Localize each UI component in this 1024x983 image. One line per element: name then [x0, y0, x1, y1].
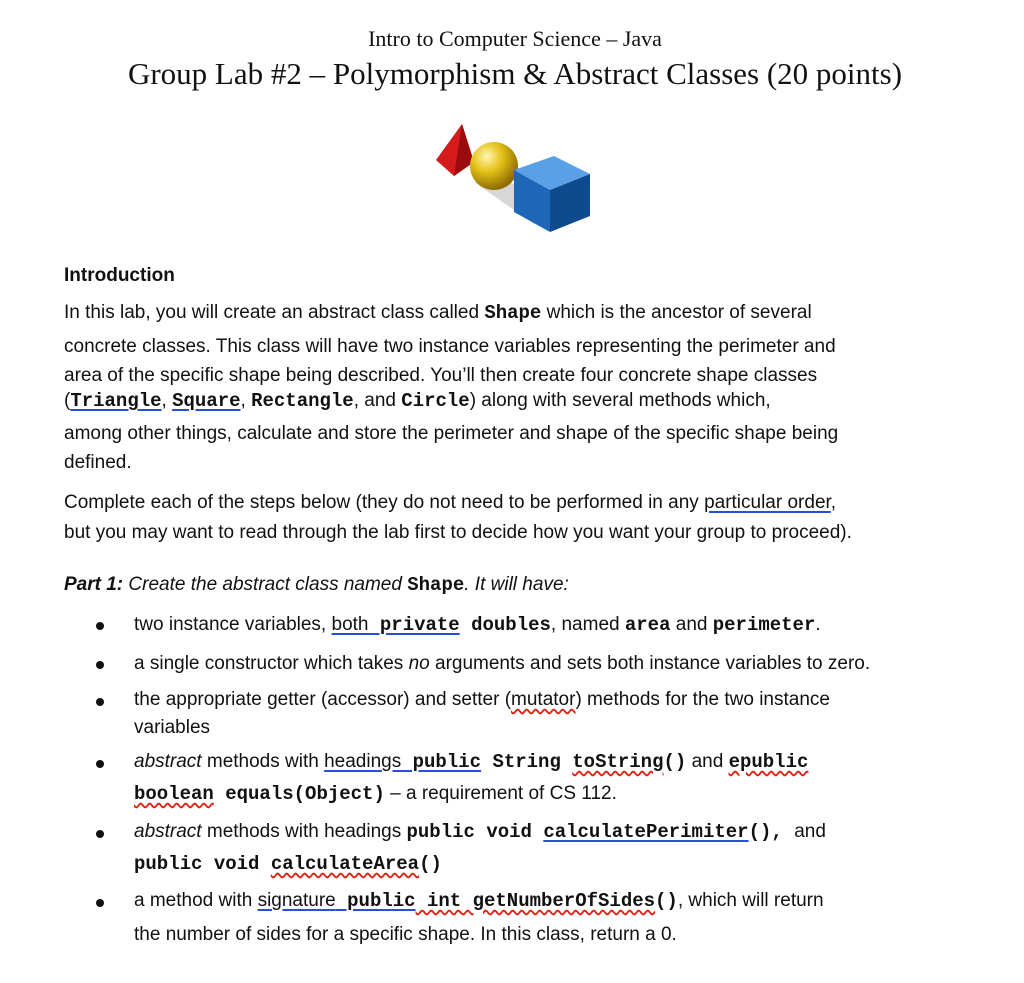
bullet-dot [96, 622, 104, 630]
intro-line-3: area of the specific shape being described. You’ll then create four concrete shape classes [64, 365, 818, 386]
bullet-dot [96, 830, 104, 838]
sphere-shape [470, 142, 518, 190]
part1-heading: Part 1: Create the abstract class named Shape. It will have: [64, 574, 569, 596]
intro-para2-line-2: but you may want to read through the lab first to decide how you want your group to proceed). [64, 522, 852, 543]
shapes-illustration [434, 120, 594, 236]
bullet-5-line-2: public void calculateArea() [134, 853, 442, 875]
bullet-dot [96, 760, 104, 768]
intro-line-5: among other things, calculate and store the perimeter and shape of the specific shape being [64, 423, 839, 444]
intro-para2-line-1: Complete each of the steps below (they do not need to be performed in any particular order, [64, 492, 837, 513]
course-title: Intro to Computer Science – Java [368, 26, 662, 51]
bullet-3-line-1: the appropriate getter (accessor) and setter (mutator) methods for the two instance [134, 689, 830, 710]
bullet-6-line-2: the number of sides for a specific shape. In this class, return a 0. [134, 924, 677, 945]
bullet-5-line-1: abstract methods with headings public void calculatePerimiter(), and [134, 821, 826, 843]
bullet-4-line-2: boolean equals(Object) – a requirement of CS 112. [134, 783, 617, 805]
intro-line-6: defined. [64, 452, 132, 473]
bullet-dot [96, 899, 104, 907]
intro-line-1: In this lab, you will create an abstract class called Shape which is the ancestor of several [64, 302, 812, 324]
bullet-4-line-1: abstract methods with headings public String toString() and epublic [134, 751, 809, 773]
bullet-3-line-2: variables [134, 717, 211, 738]
particular-order-text: particular order [704, 492, 831, 513]
bullet-dot [96, 698, 104, 706]
bullet-dot [96, 661, 104, 669]
bullet-2: a single constructor which takes no arguments and sets both instance variables to zero. [134, 653, 871, 674]
introduction-heading: Introduction [64, 265, 175, 286]
intro-line-2: concrete classes. This class will have two instance variables representing the perimeter and [64, 336, 836, 357]
bullet-1: two instance variables, both private doubles, named area and perimeter. [134, 614, 821, 636]
bullet-6-line-1: a method with signature public int getNumberOfSides(), which will return [134, 890, 824, 912]
intro-line-4: (Triangle, Square, Rectangle, and Circle) along with several methods which, [64, 390, 771, 412]
lab-title: Group Lab #2 – Polymorphism & Abstract Classes (20 points) [127, 56, 903, 91]
